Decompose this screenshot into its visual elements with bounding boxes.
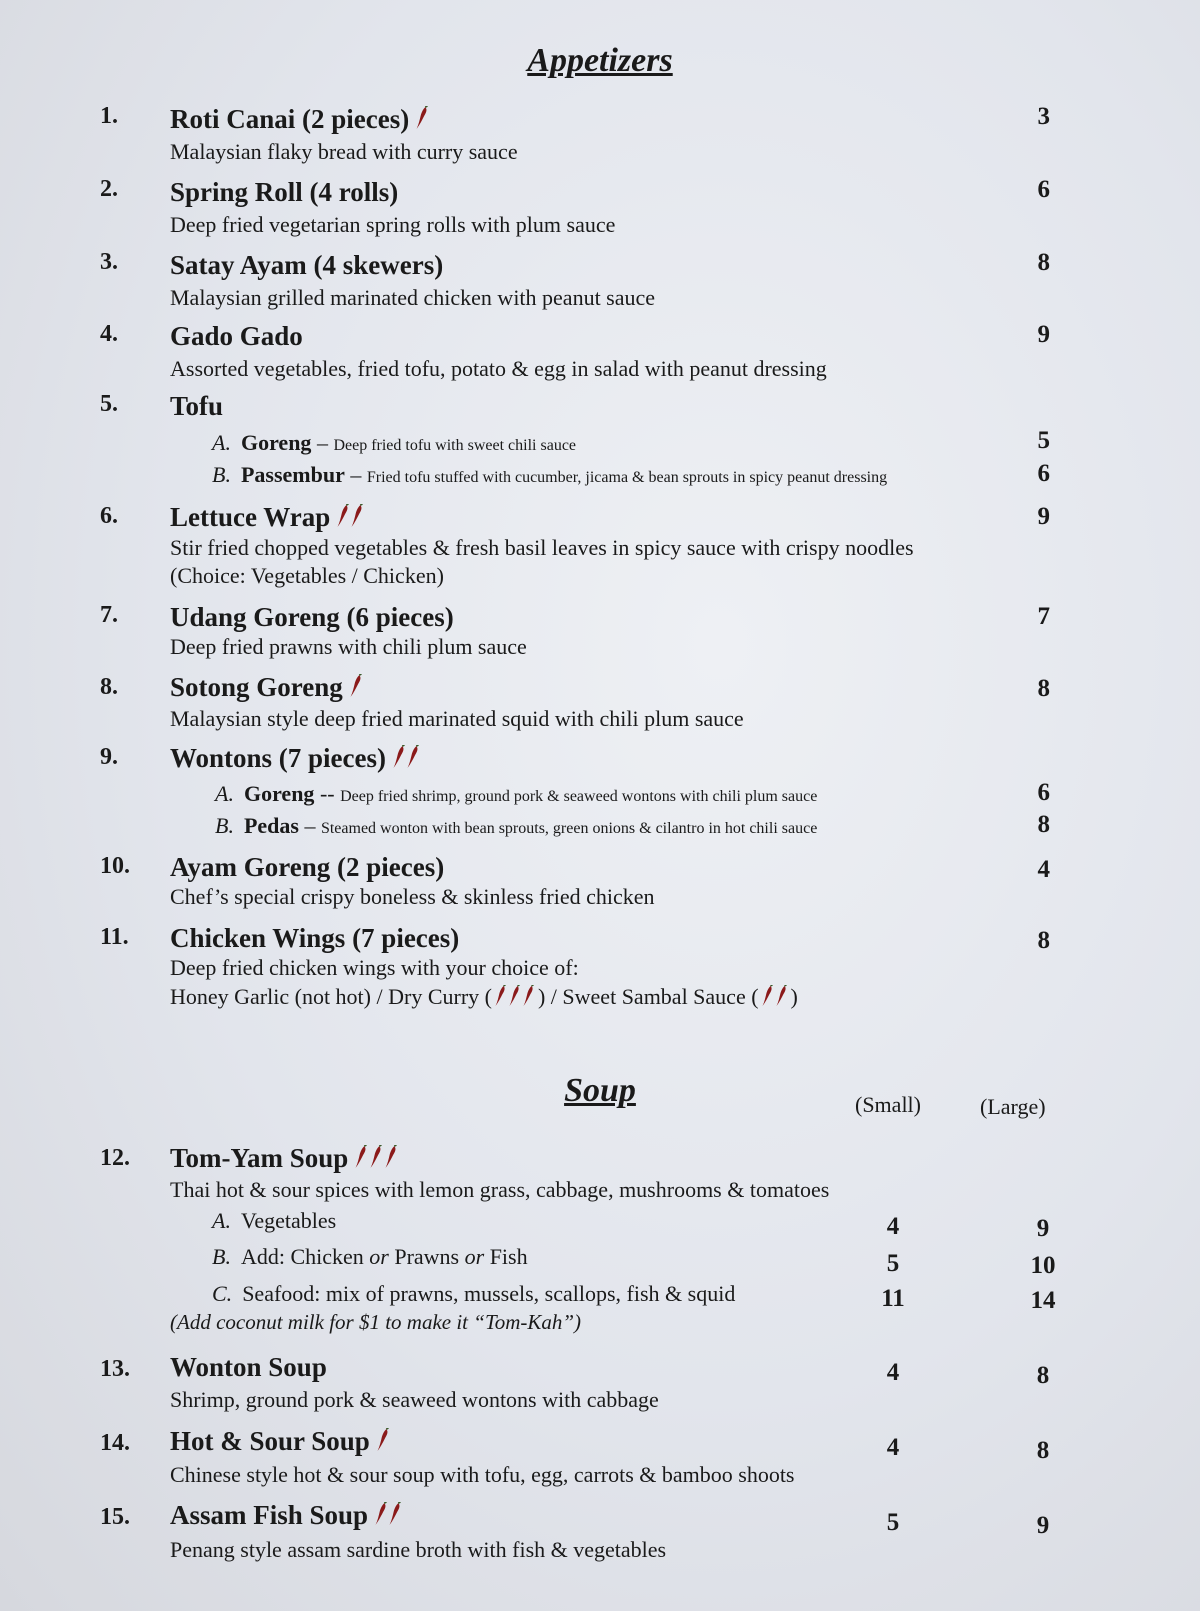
sub-item: B. Add: Chicken or Prawns or Fish	[212, 1244, 528, 1269]
chili-pepper-icon	[374, 1502, 404, 1533]
separator: –	[298, 813, 321, 838]
sub-letter: C.	[212, 1281, 233, 1306]
sub-description: Fried tofu stuffed with cucumber, jicama & bean sprouts in spicy peanut dressing	[366, 469, 888, 486]
item-price: 4	[1037, 856, 1050, 883]
item-name: Chicken Wings (7 pieces)	[170, 923, 460, 953]
item-number: 7.	[100, 602, 118, 628]
item-price: 3	[1037, 103, 1050, 130]
item-price: 7	[1037, 603, 1050, 630]
sub-text: Vegetables	[240, 1208, 337, 1233]
chili-pepper-icon	[761, 985, 789, 1013]
sub-letter: B.	[212, 1244, 231, 1269]
price-small: 5	[886, 1509, 900, 1536]
sub-item	[212, 1281, 735, 1307]
chili-pepper-icon	[494, 985, 536, 1013]
sub-price: 6	[1037, 779, 1050, 806]
chili-pepper-icon	[415, 106, 429, 137]
item-price: 8	[1037, 249, 1050, 276]
item-description: Stir fried chopped vegetables & fresh basil leaves in spicy sauce with crispy noodles	[170, 535, 914, 560]
price-large: 14	[1030, 1287, 1056, 1314]
sub-item	[212, 1208, 336, 1234]
item-price: 9	[1037, 503, 1050, 530]
item-name: Wonton Soup	[170, 1352, 327, 1382]
sub-description: Deep fried shrimp, ground pork & seaweed wontons with chili plum sauce	[340, 788, 818, 805]
item-name: Satay Ayam (4 skewers)	[170, 250, 444, 280]
item-number: 12.	[100, 1145, 130, 1171]
price-small: 11	[881, 1285, 905, 1312]
item-note: (Add coconut milk for $1 to make it “Tom-Kah”)	[170, 1310, 582, 1334]
item-name: Spring Roll (4 rolls)	[170, 177, 399, 207]
item-name: Lettuce Wrap	[170, 502, 331, 532]
sub-description: Steamed wonton with bean sprouts, green onions & cilantro in hot chili sauce	[320, 820, 818, 837]
price-small: 5	[886, 1250, 900, 1277]
item-number: 14.	[100, 1430, 130, 1456]
item-name: Udang Goreng (6 pieces)	[170, 602, 454, 632]
item-description: Malaysian style deep fried marinated squid with chili plum sauce	[170, 706, 744, 731]
sub-name: Passembur	[240, 462, 345, 487]
item-name: Tofu	[170, 391, 224, 421]
item-price: 8	[1037, 927, 1050, 954]
item-description: Deep fried prawns with chili plum sauce	[170, 634, 527, 659]
item-description-choice: (Choice: Vegetables / Chicken)	[170, 563, 444, 588]
item-description: Penang style assam sardine broth with fish & vegetables	[170, 1537, 667, 1562]
sub-letter: A.	[215, 781, 234, 806]
appetizers-title: Appetizers	[527, 42, 673, 79]
chili-pepper-icon	[376, 1428, 390, 1459]
item-description: Shrimp, ground pork & seaweed wontons with cabbage	[170, 1387, 659, 1412]
sub-price: 8	[1037, 811, 1050, 838]
sub-item	[215, 813, 817, 839]
separator: –	[344, 462, 367, 487]
price-large: 8	[1036, 1437, 1050, 1464]
sub-letter: A.	[212, 1208, 231, 1233]
sub-letter: B.	[215, 813, 234, 838]
item-description: Assorted vegetables, fried tofu, potato & egg in salad with peanut dressing	[170, 356, 827, 381]
item-description: Deep fried chicken wings with your choice of:	[170, 955, 579, 980]
item-number: 13.	[100, 1356, 130, 1382]
sub-price: 6	[1037, 460, 1050, 487]
sub-item	[212, 462, 887, 488]
soup-title: Soup	[564, 1072, 636, 1109]
chili-pepper-icon	[392, 745, 422, 776]
item-name: Assam Fish Soup	[170, 1500, 369, 1530]
item-price: 8	[1037, 675, 1050, 702]
item-name: Ayam Goreng (2 pieces)	[170, 852, 445, 882]
sub-item	[215, 781, 817, 807]
sub-letter: B.	[212, 462, 231, 487]
price-large: 10	[1030, 1252, 1056, 1279]
item-price: 9	[1037, 321, 1050, 348]
item-number: 2.	[100, 176, 118, 202]
item-name: Hot & Sour Soup	[170, 1426, 370, 1456]
price-small: 4	[886, 1434, 900, 1461]
item-number: 10.	[100, 853, 130, 879]
item-name: Sotong Goreng	[170, 672, 343, 702]
price-large: 9	[1036, 1512, 1050, 1539]
sub-description: Deep fried tofu with sweet chili sauce	[333, 437, 577, 454]
price-small: 4	[886, 1359, 900, 1386]
price-large: 9	[1036, 1215, 1050, 1242]
chili-pepper-icon	[349, 674, 363, 705]
separator: –	[311, 430, 334, 455]
item-number: 3.	[100, 249, 118, 275]
chili-pepper-icon	[336, 504, 366, 535]
small-size-header: (Small)	[855, 1092, 921, 1117]
chili-pepper-icon	[354, 1145, 398, 1176]
sub-name: Goreng	[243, 781, 315, 806]
item-number: 1.	[100, 103, 118, 129]
item-number: 8.	[100, 674, 118, 700]
separator: --	[314, 781, 341, 806]
sub-letter: A.	[212, 430, 231, 455]
item-description: Chinese style hot & sour soup with tofu, egg, carrots & bamboo shoots	[170, 1462, 795, 1487]
item-name: Tom-Yam Soup	[170, 1143, 349, 1173]
item-number: 15.	[100, 1504, 130, 1530]
sub-name: Goreng	[240, 430, 312, 455]
price-large: 8	[1036, 1362, 1050, 1389]
item-number: 4.	[100, 321, 118, 347]
item-description: Malaysian grilled marinated chicken with peanut sauce	[170, 285, 656, 310]
item-name: Wontons (7 pieces)	[170, 743, 386, 773]
item-number: 5.	[100, 391, 118, 417]
item-description: Thai hot & sour spices with lemon grass, cabbage, mushrooms & tomatoes	[170, 1177, 830, 1202]
item-description: Malaysian flaky bread with curry sauce	[170, 139, 518, 164]
sub-name: Pedas	[243, 813, 299, 838]
price-small: 4	[886, 1213, 900, 1240]
item-name: Gado Gado	[170, 321, 303, 351]
item-description: Chef’s special crispy boneless & skinless fried chicken	[170, 884, 655, 909]
item-number: 6.	[100, 503, 118, 529]
item-number: 11.	[100, 924, 129, 950]
sub-text: Seafood: mix of prawns, mussels, scallops, fish & squid	[242, 1281, 736, 1306]
sub-item	[212, 430, 576, 456]
item-number: 9.	[100, 744, 118, 770]
item-description: Deep fried vegetarian spring rolls with plum sauce	[170, 212, 616, 237]
large-size-header: (Large)	[980, 1094, 1046, 1119]
sub-price: 5	[1037, 427, 1050, 454]
item-sauce-choices: Honey Garlic (not hot) / Dry Curry ( ) / Sweet Sambal Sauce ( )	[170, 984, 798, 1013]
item-price: 6	[1037, 176, 1050, 203]
item-name: Roti Canai (2 pieces)	[170, 104, 410, 134]
